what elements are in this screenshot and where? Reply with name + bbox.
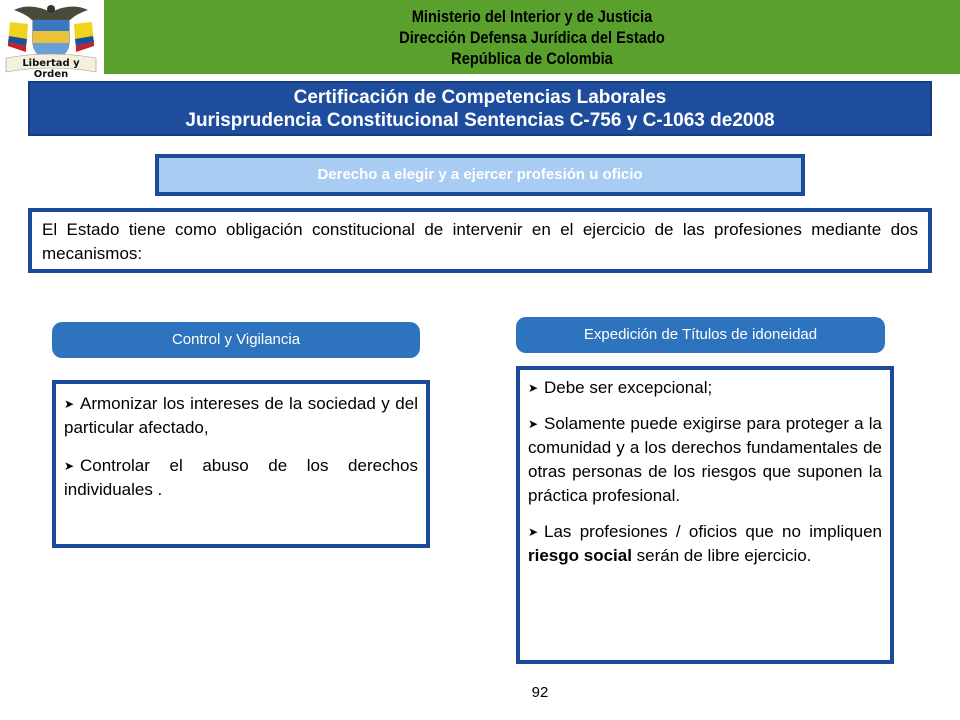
intro-text: El Estado tiene como obligación constitucional de intervenir en el ejercicio de las profesiones mediante dos mecanismos: <box>28 208 932 273</box>
country-name: República de Colombia <box>451 48 613 68</box>
emphasized-term: riesgo social <box>528 546 632 565</box>
directorate-name: Dirección Defensa Jurídica del Estado <box>399 27 665 47</box>
titulos-idoneidad-heading: Expedición de Títulos de idoneidad <box>516 317 885 353</box>
titulos-idoneidad-list <box>516 366 894 664</box>
list-item <box>528 520 882 568</box>
list-item-text: Solamente puede exigirse para proteger a la comunidad y a los derechos fundamentales de otras personas de los riesgos que suponen la práctica profesional. <box>528 414 882 505</box>
arrow-bullet-icon: ➤ <box>528 417 539 431</box>
title-line-1: Certificación de Competencias Laborales <box>293 86 667 108</box>
list-item <box>528 412 882 508</box>
title-line-2: Jurisprudencia Constitucional Sentencias C-756 y C-1063 de2008 <box>185 109 775 131</box>
list-item-text: Debe ser excepcional; <box>544 378 713 397</box>
list-item-text: Las profesiones / oficios que no impliquen <box>544 522 882 541</box>
logo-caption: Libertad y Orden <box>22 58 80 80</box>
list-item <box>64 454 418 502</box>
arrow-bullet-icon: ➤ <box>64 397 75 411</box>
arrow-bullet-icon: ➤ <box>528 525 539 539</box>
list-item-text: serán de libre ejercicio. <box>631 546 812 565</box>
ministry-banner <box>104 0 960 74</box>
list-item <box>528 376 882 400</box>
colombia-coat-of-arms-logo <box>0 0 102 80</box>
list-item-text: Controlar el abuso de los derechos individuales . <box>64 456 418 499</box>
section-subtitle: Derecho a elegir y a ejercer profesión u oficio <box>155 154 805 196</box>
page-number: 92 <box>531 684 549 701</box>
list-item <box>64 392 418 440</box>
arrow-bullet-icon: ➤ <box>528 381 539 395</box>
slide-title <box>28 81 932 136</box>
arrow-bullet-icon: ➤ <box>64 459 75 473</box>
list-item-text: Armonizar los intereses de la sociedad y del particular afectado, <box>64 394 418 437</box>
ministry-name: Ministerio del Interior y de Justicia <box>411 6 653 26</box>
control-vigilancia-heading: Control y Vigilancia <box>52 322 420 358</box>
control-vigilancia-list <box>52 380 430 548</box>
